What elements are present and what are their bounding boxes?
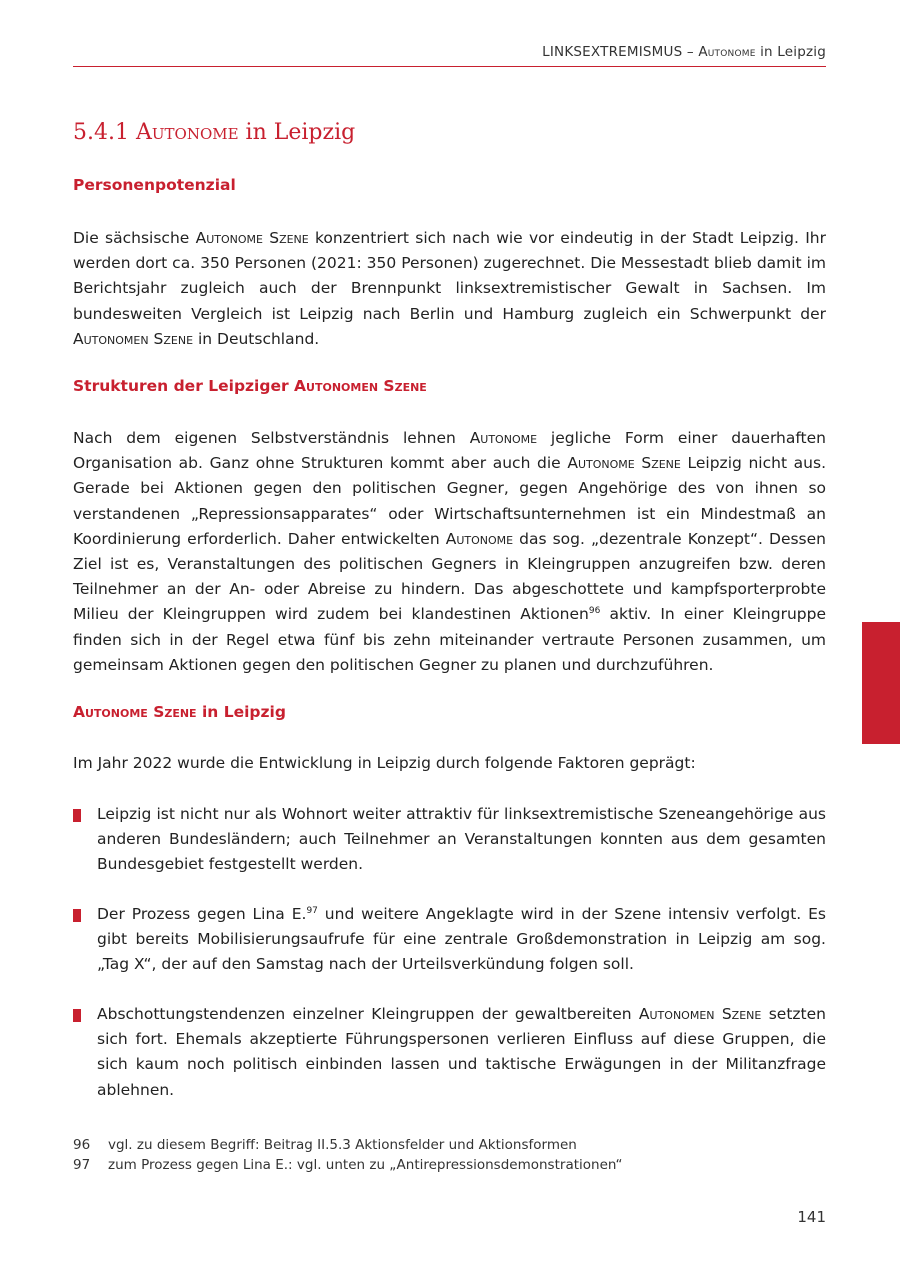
running-header: LINKSEXTREMISMUS – Autonome in Leipzig [73, 44, 826, 67]
footnotes [73, 1135, 622, 1175]
paragraph-intro: Im Jahr 2022 wurde die Entwicklung in Leipzig durch folgende Faktoren geprägt: [73, 754, 696, 772]
heading-personenpotenzial: Personenpotenzial [73, 176, 236, 194]
header-section: LINKSEXTREMISMUS [542, 44, 683, 60]
page-number: 141 [797, 1208, 826, 1226]
heading-strukturen: Strukturen der Leipziger Autonomen Szene [73, 377, 427, 395]
bullet-square-icon [73, 1009, 81, 1022]
bullet-item: Abschottungstendenzen einzelner Kleingruppen der gewaltbereiten Autonomen Szene setzten sich fort. Ehemals akzeptierte Führungspersonen verlieren Einfluss auf diese Gruppen, die sich kaum noch politisch einbinden lassen und taktische Erwägungen in der Militanzfrage ablehnen. [73, 1002, 826, 1103]
bullet-item: Leipzig ist nicht nur als Wohnort weiter attraktiv für linksextremistische Szeneangehörige aus anderen Bundesländern; auch Teilnehmer an Veranstaltungen konnten aus dem gesamten Bundesgebiet festgestellt werden. [73, 802, 826, 878]
footnote-ref-96: 96 [588, 606, 601, 617]
bullet-square-icon [73, 809, 81, 822]
bullet-item: Der Prozess gegen Lina E.$^{97}$ und weitere Angeklagte wird in der Szene intensiv verfolgt. Es gibt bereits Mobilisierungsaufrufe für eine zentrale Großdemonstration in Leipzig am sog. „Tag X“, der auf den Samstag nach der Urteilsverkündung folgen soll. [73, 902, 826, 978]
paragraph-personenpotenzial: Die sächsische Autonome Szene konzentriert sich nach wie vor eindeutig in der Stadt Leipzig. Ihr werden dort ca. 350 Personen (2021: 350 Personen) zugerechnet. Die Messestadt blieb damit im Berichtsjahr zugleich auch der Brennpunkt linksextremistischer Gewalt in Sachsen. Im bundesweiten Vergleich ist Leipzig nach Berlin und Hamburg zugleich ein Schwerpunkt der Autonomen Szene in Deutschland. [73, 229, 826, 348]
header-subsection: Autonome [698, 44, 756, 60]
bullet-square-icon [73, 909, 81, 922]
heading-autonome-szene: Autonome Szene in Leipzig [73, 703, 286, 721]
footnote: 96 vgl. zu diesem Begriff: Beitrag II.5.3 Aktionsfelder und Aktionsformen [73, 1137, 577, 1153]
footnote: 97 zum Prozess gegen Lina E.: vgl. unten zu „Antirepressionsdemonstrationen“ [73, 1157, 623, 1173]
section-title: 5.4.1 Autonome in Leipzig [73, 120, 356, 145]
footnote-ref-97: 97 [306, 906, 318, 916]
paragraph-strukturen: Nach dem eigenen Selbstverständnis lehnen Autonome jegliche Form einer dauerhaften Organisation ab. Ganz ohne Strukturen kommt aber auch die Autonome Szene Leipzig nicht aus. Gerade bei Aktionen gegen den politischen Gegner, gegen Angehörige des von ihnen so verstandenen „Repressionsapparates“ oder Wirtschaftsunternehmen ist ein Mindestmaß an Koordinierung erforderlich. Daher entwickelten Autonome das sog. „dezentrale Konzept“. Dessen Ziel ist es, Veranstaltungen des politischen Gegners in Kleingruppen anzugreifen bzw. deren Teilnehmer an der An- oder Abreise zu hindern. Das abgeschottete und kampfsporterprobte Milieu der Kleingruppen wird zudem bei klandestinen Aktionen$^{96}$ aktiv. In einer Kleingruppe finden sich in der Regel etwa fünf bis zehn miteinander vertraute Personen zusammen, um gemeinsam Aktionen gegen den politischen Gegner zu planen und durchzuführen. [73, 429, 827, 674]
chapter-side-tab [862, 622, 900, 744]
